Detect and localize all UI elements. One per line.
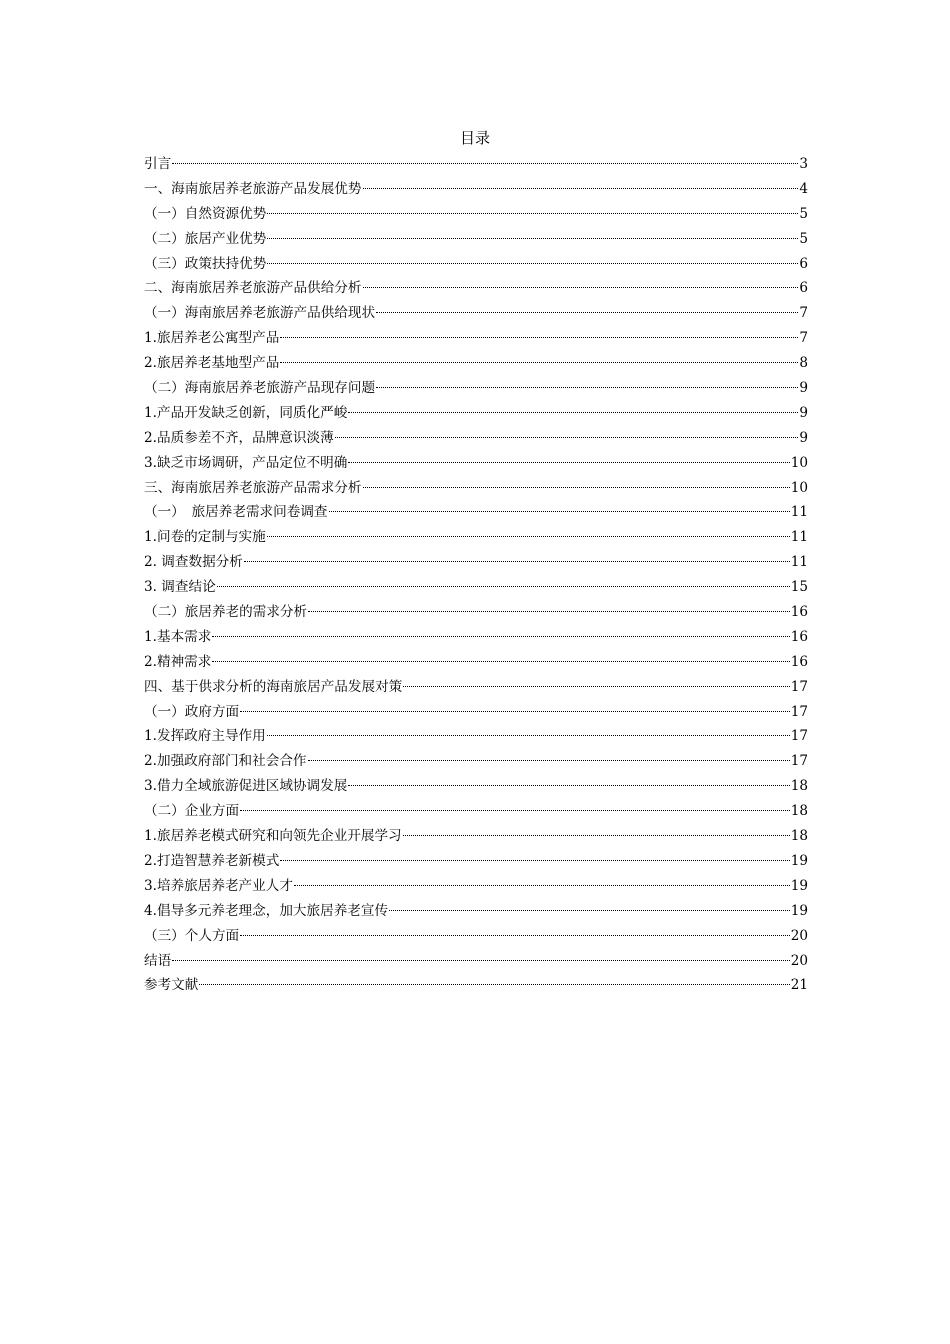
toc-entry-label: 二、海南旅居养老旅游产品供给分析 — [144, 280, 362, 297]
toc-entry-label: （一）自然资源优势 — [144, 205, 267, 222]
toc-entry[interactable] — [144, 874, 808, 899]
toc-entry-label: 3.缺乏市场调研，产品定位不明确 — [144, 454, 348, 471]
toc-entry[interactable] — [144, 949, 808, 974]
toc-entry-page-number: 6 — [799, 280, 808, 297]
toc-dot-leader — [172, 163, 798, 164]
toc-entry-page-number: 18 — [790, 778, 808, 795]
toc-entry-label: （一） 旅居养老需求问卷调查 — [144, 504, 328, 521]
toc-entry-page-number: 7 — [799, 330, 808, 347]
toc-entry-page-number: 16 — [790, 628, 808, 645]
toc-entry[interactable] — [144, 600, 808, 625]
toc-entry[interactable] — [144, 476, 808, 501]
toc-dot-leader — [199, 984, 789, 985]
toc-dot-leader — [403, 835, 790, 836]
toc-dot-leader — [267, 263, 798, 264]
toc-dot-leader — [329, 511, 790, 512]
toc-entry[interactable] — [144, 700, 808, 725]
toc-entry-page-number: 5 — [799, 205, 808, 222]
toc-dot-leader — [363, 287, 799, 288]
toc-entry-page-number: 9 — [799, 429, 808, 446]
toc-entry-page-number: 3 — [799, 156, 808, 172]
toc-entry[interactable] — [144, 973, 808, 998]
toc-entry-page-number: 8 — [799, 355, 808, 372]
toc-entry-label: （二）旅居产业优势 — [144, 230, 267, 247]
toc-entry-page-number: 19 — [790, 902, 808, 919]
toc-entry[interactable] — [144, 202, 808, 227]
toc-dot-leader — [376, 387, 798, 388]
toc-entry-label: 一、海南旅居养老旅游产品发展优势 — [144, 180, 362, 197]
toc-dot-leader — [240, 810, 790, 811]
toc-dot-leader — [348, 412, 798, 413]
toc-entry-label: 1.问卷的定制与实施 — [144, 529, 266, 546]
toc-dot-leader — [217, 586, 790, 587]
toc-entry[interactable] — [144, 525, 808, 550]
toc-dot-leader — [308, 760, 790, 761]
toc-entry[interactable] — [144, 177, 808, 202]
toc-entry[interactable] — [144, 451, 808, 476]
toc-entry-page-number: 11 — [790, 529, 808, 546]
toc-entry-label: （二）海南旅居养老旅游产品现存问题 — [144, 380, 376, 397]
toc-dot-leader — [389, 910, 790, 911]
toc-entry-page-number: 7 — [799, 305, 808, 322]
toc-entry[interactable] — [144, 227, 808, 252]
toc-entry-label: 2.精神需求 — [144, 653, 212, 670]
toc-entry[interactable] — [144, 301, 808, 326]
toc-entry-page-number: 17 — [790, 728, 808, 745]
toc-entry-page-number: 16 — [790, 604, 808, 621]
toc-entry-page-number: 20 — [790, 952, 808, 969]
toc-entry-label: 结语 — [144, 952, 172, 969]
toc-entry-page-number: 18 — [790, 803, 808, 820]
toc-entry-label: 1.基本需求 — [144, 628, 212, 645]
toc-dot-leader — [308, 611, 790, 612]
toc-entry-label: 三、海南旅居养老旅游产品需求分析 — [144, 479, 362, 496]
toc-dot-leader — [240, 935, 790, 936]
toc-entry-label: （二）企业方面 — [144, 803, 240, 820]
toc-entry[interactable] — [144, 824, 808, 849]
toc-entry-label: 1.发挥政府主导作用 — [144, 728, 266, 745]
toc-entry-page-number: 11 — [790, 504, 808, 521]
toc-entry-label: （三）个人方面 — [144, 927, 240, 944]
toc-dot-leader — [267, 536, 790, 537]
toc-entry-label: 2.旅居养老基地型产品 — [144, 355, 280, 372]
toc-entry-label: 2.品质参差不齐，品牌意识淡薄 — [144, 429, 334, 446]
toc-entry-page-number: 21 — [790, 977, 808, 994]
toc-dot-leader — [280, 337, 798, 338]
toc-entry-page-number: 9 — [799, 380, 808, 397]
toc-entry[interactable] — [144, 401, 808, 426]
toc-entry[interactable] — [144, 799, 808, 824]
toc-entry-label: （一）政府方面 — [144, 703, 240, 720]
toc-entry-page-number: 11 — [790, 554, 808, 571]
toc-entry-label: 参考文献 — [144, 977, 199, 994]
toc-entry-label: 1.产品开发缺乏创新，同质化严峻 — [144, 404, 348, 421]
toc-entry-page-number: 16 — [790, 653, 808, 670]
toc-entry[interactable] — [144, 675, 808, 700]
toc-entry-page-number: 18 — [790, 828, 808, 845]
toc-entry-label: 2.打造智慧养老新模式 — [144, 852, 280, 869]
toc-dot-leader — [244, 561, 790, 562]
toc-entry-page-number: 17 — [790, 678, 808, 695]
toc-entry-page-number: 17 — [790, 753, 808, 770]
toc-entry-page-number: 19 — [790, 852, 808, 869]
toc-entry-label: 4.倡导多元养老理念，加大旅居养老宣传 — [144, 902, 389, 919]
toc-dot-leader — [240, 711, 790, 712]
toc-entry-page-number: 17 — [790, 703, 808, 720]
toc-entry-page-number: 4 — [799, 180, 808, 197]
toc-entry-label: 四、基于供求分析的海南旅居产品发展对策 — [144, 678, 403, 695]
toc-entry-label: 1.旅居养老模式研究和向领先企业开展学习 — [144, 828, 402, 845]
toc-entry[interactable] — [144, 724, 808, 749]
toc-dot-leader — [280, 860, 789, 861]
toc-entry-label: （一）海南旅居养老旅游产品供给现状 — [144, 305, 376, 322]
toc-entry[interactable] — [144, 575, 808, 600]
toc-dot-leader — [212, 661, 789, 662]
toc-entry-page-number: 20 — [790, 927, 808, 944]
toc-dot-leader — [172, 960, 790, 961]
toc-entry[interactable] — [144, 326, 808, 351]
toc-entry[interactable] — [144, 252, 808, 277]
toc-entry-page-number: 10 — [790, 454, 808, 471]
toc-dot-leader — [335, 437, 799, 438]
toc-dot-leader — [376, 312, 798, 313]
toc-entry[interactable] — [144, 924, 808, 949]
toc-entry[interactable] — [144, 426, 808, 451]
toc-dot-leader — [403, 686, 789, 687]
toc-entry-label: 3. 调查结论 — [144, 579, 216, 596]
toc-entry-label: （三）政策扶持优势 — [144, 255, 267, 272]
toc-entry-label: 1.旅居养老公寓型产品 — [144, 330, 280, 347]
toc-dot-leader — [363, 487, 790, 488]
toc-dot-leader — [280, 362, 798, 363]
toc-dot-leader — [267, 238, 798, 239]
toc-entry[interactable] — [144, 550, 808, 575]
toc-dot-leader — [212, 636, 789, 637]
toc-entry-label: 2.加强政府部门和社会合作 — [144, 753, 307, 770]
toc-entry[interactable] — [144, 899, 808, 924]
toc-entry-page-number: 5 — [799, 230, 808, 247]
toc-dot-leader — [294, 885, 790, 886]
table-of-contents — [144, 152, 808, 998]
toc-entry[interactable] — [144, 849, 808, 874]
toc-entry-page-number: 19 — [790, 877, 808, 894]
toc-entry-page-number: 15 — [790, 579, 808, 596]
toc-entry[interactable] — [144, 500, 808, 525]
toc-entry[interactable] — [144, 351, 808, 376]
toc-title: 目录 — [459, 129, 490, 147]
toc-entry-page-number: 6 — [799, 255, 808, 272]
toc-entry[interactable] — [144, 376, 808, 401]
toc-dot-leader — [267, 213, 798, 214]
toc-dot-leader — [348, 785, 789, 786]
toc-entry-page-number: 9 — [799, 404, 808, 421]
toc-dot-leader — [267, 735, 790, 736]
toc-entry-label: （二）旅居养老的需求分析 — [144, 604, 308, 621]
toc-dot-leader — [348, 462, 789, 463]
toc-entry-page-number: 10 — [790, 479, 808, 496]
toc-entry[interactable] — [144, 276, 808, 301]
toc-entry[interactable] — [144, 650, 808, 675]
toc-entry[interactable] — [144, 152, 808, 177]
toc-entry[interactable] — [144, 749, 808, 774]
toc-entry-label: 2. 调查数据分析 — [144, 554, 243, 571]
toc-entry-label: 引言 — [144, 156, 172, 172]
toc-dot-leader — [363, 188, 799, 189]
toc-entry-label: 3.借力全域旅游促进区域协调发展 — [144, 778, 348, 795]
toc-entry[interactable] — [144, 774, 808, 799]
toc-entry[interactable] — [144, 625, 808, 650]
toc-entry-label: 3.培养旅居养老产业人才 — [144, 877, 293, 894]
